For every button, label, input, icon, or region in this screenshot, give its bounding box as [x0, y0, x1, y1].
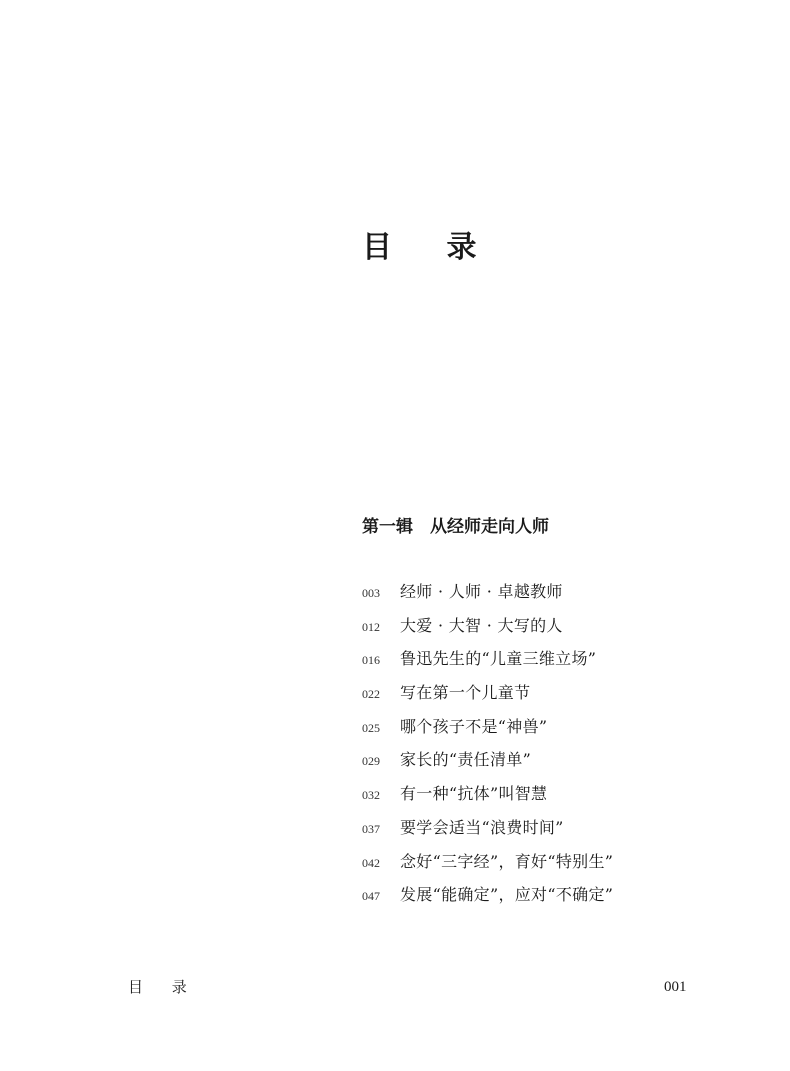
- toc-list: [362, 579, 613, 916]
- toc-entry[interactable]: [362, 646, 613, 680]
- toc-entry-title[interactable]: 哪个孩子不是“神兽”: [400, 716, 548, 736]
- toc-entry[interactable]: [362, 815, 613, 849]
- toc-page-number: 029: [362, 754, 380, 769]
- toc-entry-title[interactable]: 念好“三字经”，育好“特别生”: [400, 851, 614, 871]
- toc-page-number: 042: [362, 855, 380, 870]
- toc-entry-title[interactable]: 鲁迅先生的“儿童三维立场”: [400, 649, 597, 669]
- toc-entry-title[interactable]: 家长的“责任清单”: [400, 750, 532, 770]
- toc-entry-title[interactable]: 有一种“抗体”叫智慧: [400, 784, 548, 804]
- toc-entry-title[interactable]: 要学会适当“浪费时间”: [400, 817, 564, 837]
- toc-page-number: 037: [362, 821, 380, 836]
- toc-entry-title[interactable]: 写在第一个儿童节: [400, 683, 531, 703]
- toc-entry[interactable]: [362, 781, 613, 815]
- toc-entry[interactable]: [362, 680, 613, 714]
- toc-entry-title[interactable]: 经师 · 人师 · 卓越教师: [400, 582, 563, 601]
- toc-page-number: 016: [362, 653, 380, 668]
- footer-page-number: 001: [664, 979, 687, 995]
- section-title: 第一辑 从经师走向人师: [362, 517, 549, 537]
- toc-entry[interactable]: [362, 579, 613, 613]
- toc-page-number: 032: [362, 788, 380, 803]
- running-footer-title: 目 录: [128, 978, 199, 996]
- toc-page-number: 025: [362, 720, 380, 735]
- toc-entry-title[interactable]: 发展“能确定”，应对“不确定”: [400, 885, 614, 905]
- toc-page-number: 022: [362, 687, 380, 702]
- toc-page-number: 047: [362, 889, 380, 904]
- toc-entry-title[interactable]: 大爱 · 大智 · 大写的人: [400, 615, 563, 635]
- toc-entry[interactable]: [362, 714, 613, 748]
- toc-page-number: 012: [362, 619, 380, 634]
- toc-entry[interactable]: [362, 747, 613, 781]
- toc-entry[interactable]: [362, 849, 613, 883]
- toc-entry[interactable]: [362, 613, 613, 647]
- page-title: 目 录: [362, 230, 499, 265]
- toc-entry[interactable]: [362, 882, 613, 916]
- toc-page-number: 003: [362, 586, 380, 600]
